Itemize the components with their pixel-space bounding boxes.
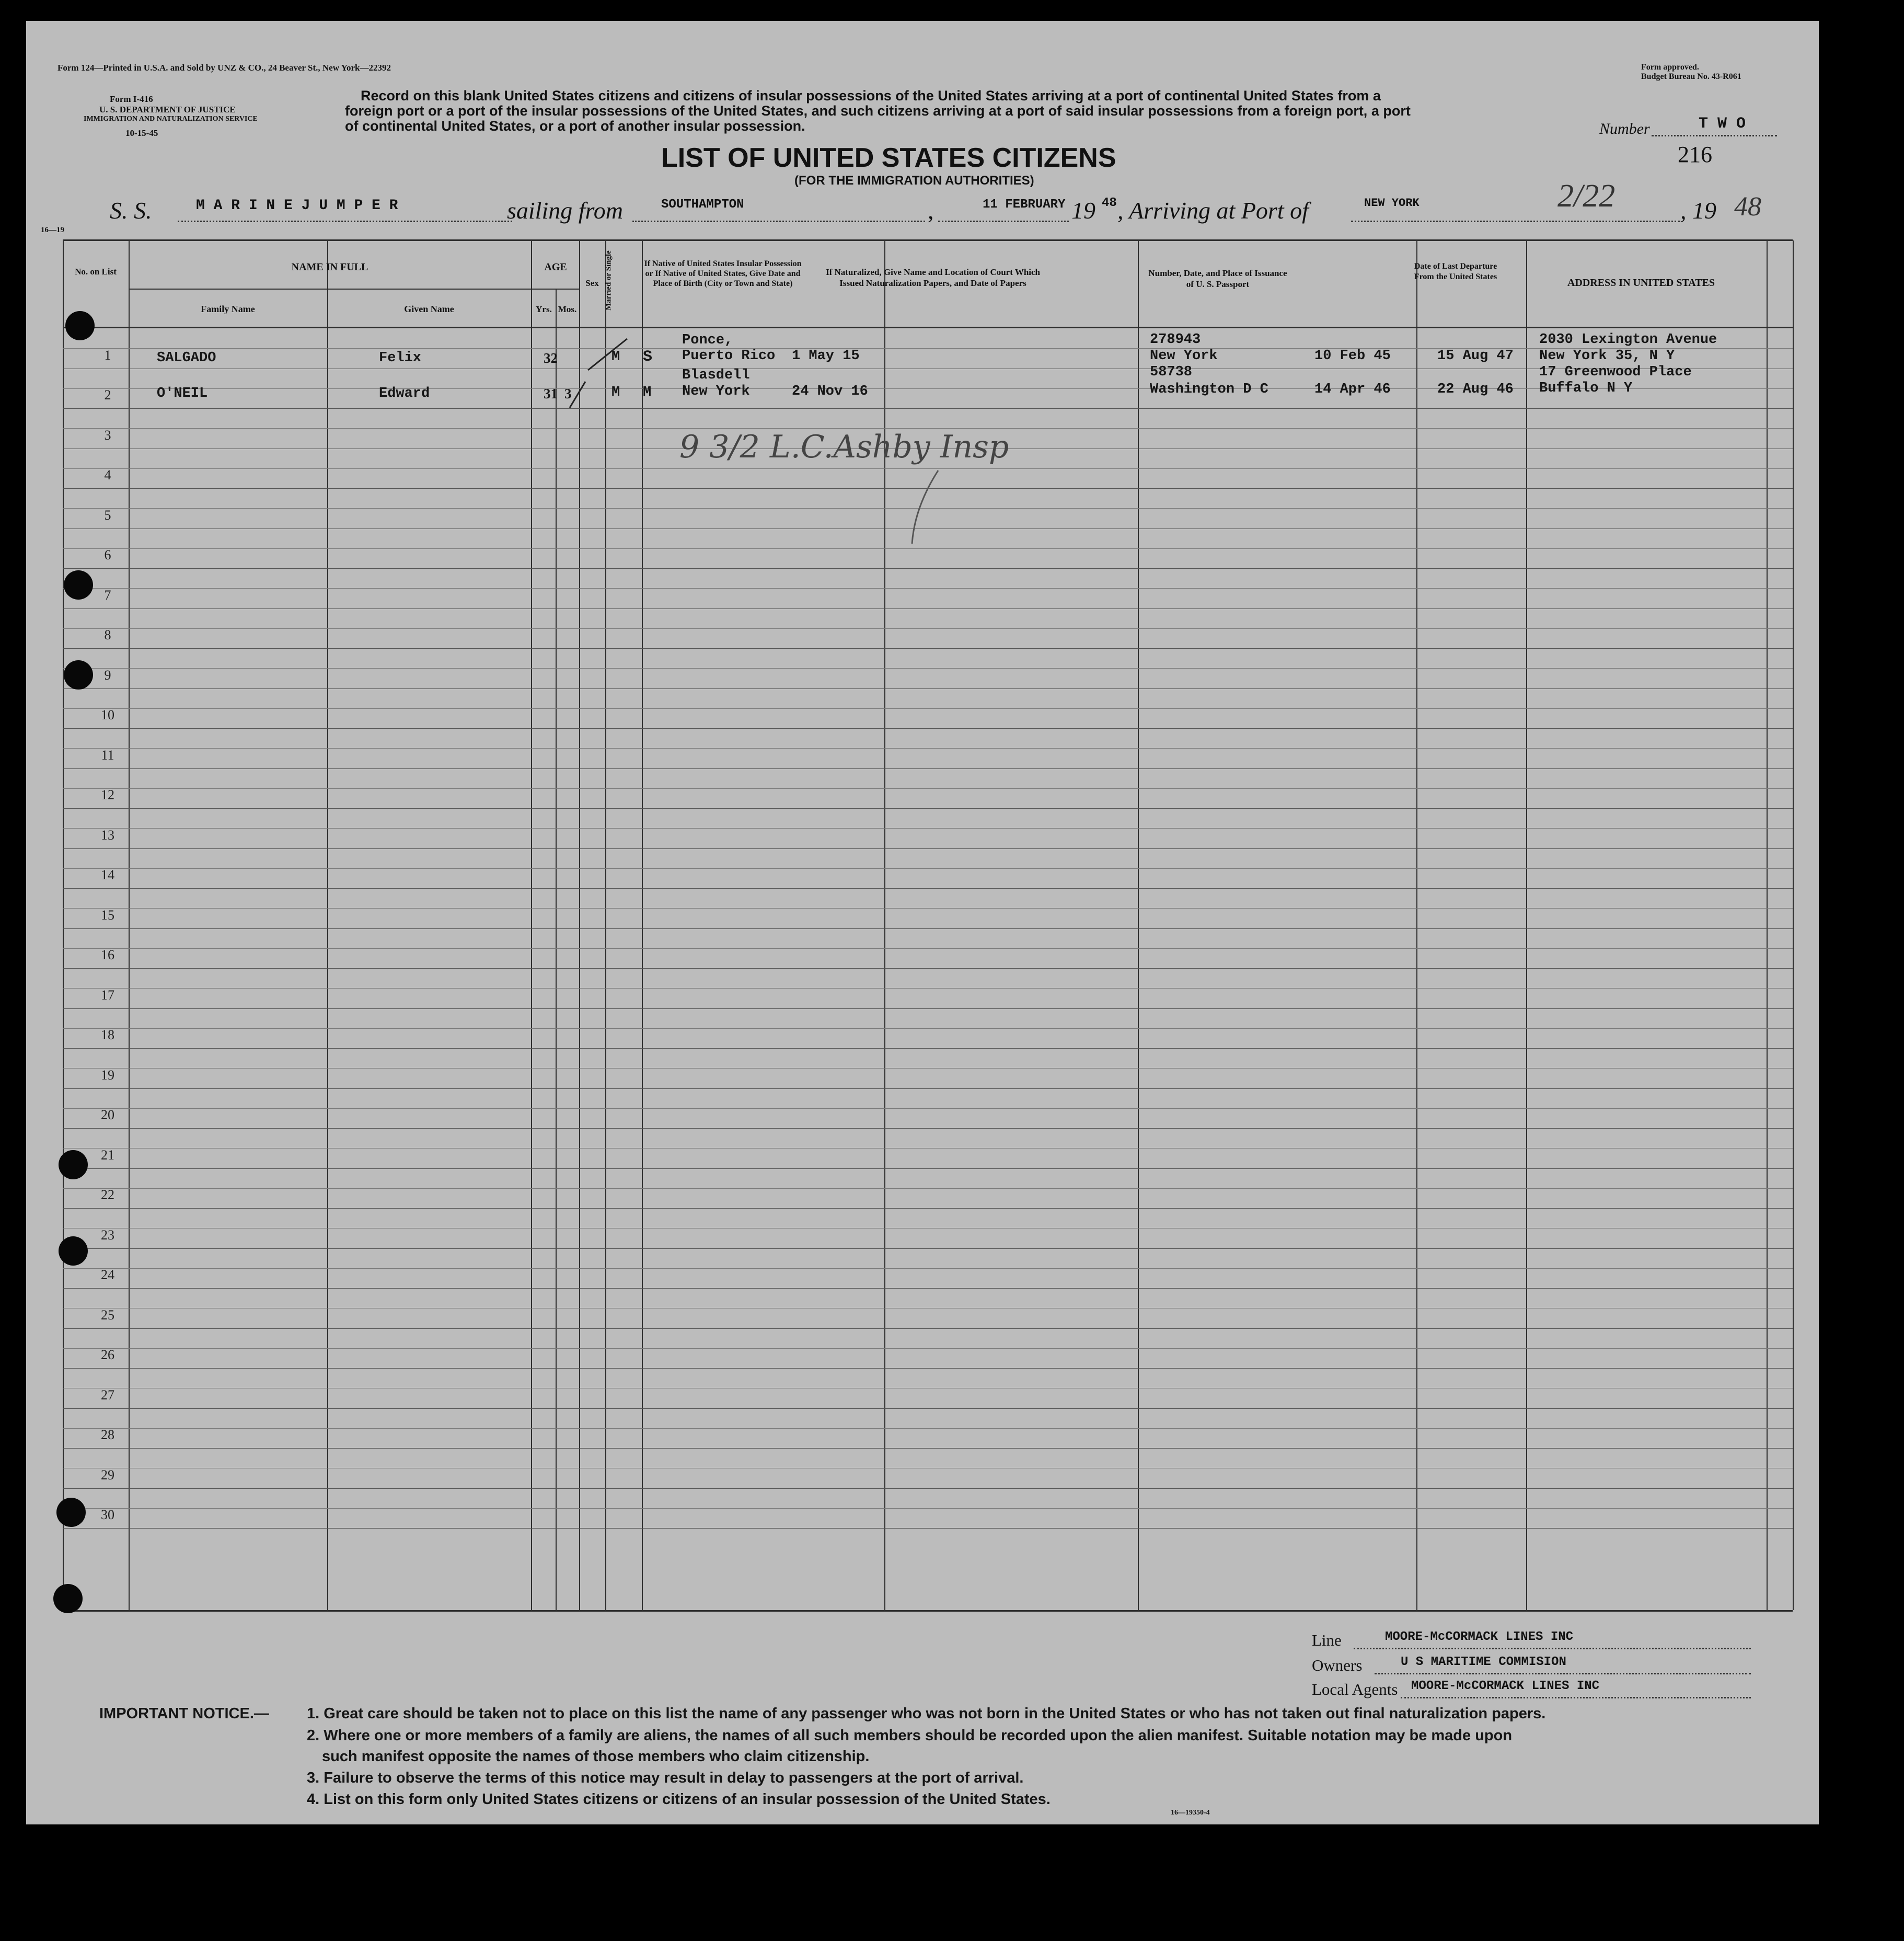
age-years: 32	[544, 350, 558, 366]
row-number: 10	[101, 707, 114, 722]
birth-date: 1 May 15	[792, 348, 860, 364]
row-number: 11	[101, 748, 114, 763]
arrival-port: NEW YORK	[1364, 197, 1420, 210]
row-number: 2	[104, 387, 111, 403]
row-number: 4	[104, 467, 111, 483]
binder-hole	[64, 660, 93, 690]
separator: ,	[928, 197, 934, 224]
sex: M	[611, 349, 620, 365]
passport-date: 14 Apr 46	[1314, 382, 1391, 397]
instruction-line-3: of continental United States, or a port of another insular possession.	[345, 118, 805, 134]
col-header-native: If Native of United States Insular Possession or If Native of United States, Give Date and Place of Birth (City or Town and State)	[644, 259, 802, 288]
row-number: 26	[101, 1347, 114, 1362]
row-number: 21	[101, 1147, 114, 1163]
col-header-married: Married or Single	[604, 250, 613, 311]
address-line-1: 2030 Lexington Avenue	[1539, 332, 1717, 348]
year-prefix: 19	[1071, 197, 1095, 224]
binder-hole	[59, 1150, 88, 1179]
address-line-2: New York 35, N Y	[1539, 348, 1675, 364]
passport-place: New York	[1150, 348, 1218, 364]
col-header-name: NAME IN FULL	[291, 261, 368, 273]
col-header-sex: Sex	[585, 278, 599, 288]
row-number: 24	[101, 1267, 114, 1282]
passport-date: 10 Feb 45	[1314, 348, 1391, 364]
instruction-line-2: foreign port or a port of the insular possessions of the United States, and such citizens arriving at a port of said insular possessions from a foreign port, a port	[345, 103, 1411, 119]
row-number: 27	[101, 1387, 114, 1403]
col-header-yrs: Yrs.	[536, 304, 552, 314]
last-departure: 22 Aug 46	[1437, 382, 1514, 397]
row-number: 15	[101, 908, 114, 923]
printer-line: Form 124—Printed in U.S.A. and Sold by UNZ & CO., 24 Beaver St., New York—22392	[57, 63, 391, 73]
row-number: 5	[104, 508, 111, 523]
col-header-given: Given Name	[404, 304, 454, 314]
form-date: 10-15-45	[125, 128, 158, 138]
col-header-mos: Mos.	[558, 304, 577, 314]
arrival-year-prefix: , 19	[1680, 197, 1716, 224]
col-header-address: ADDRESS IN UNITED STATES	[1567, 277, 1715, 289]
row-number: 6	[104, 547, 111, 562]
inspector-signature: 9 3/2 L.C.Ashby Insp	[679, 429, 1009, 465]
page-number: 216	[1678, 142, 1712, 167]
passport-place: Washington D C	[1150, 382, 1268, 397]
birth-place-line-2: New York	[682, 384, 750, 399]
approval-line-2: Budget Bureau No. 43-R061	[1641, 72, 1741, 81]
service: IMMIGRATION AND NATURALIZATION SERVICE	[84, 115, 258, 123]
sailing-label: sailing from	[507, 197, 623, 224]
row-number: 18	[101, 1027, 114, 1042]
agents-value: MOORE-McCORMACK LINES INC	[1411, 1679, 1600, 1693]
birth-date: 24 Nov 16	[792, 384, 868, 399]
notice-item-3: 3. Failure to observe the terms of this notice may result in delay to passengers at the port of arrival.	[307, 1770, 1024, 1786]
row-number: 28	[101, 1427, 114, 1442]
row-number: 16	[101, 947, 114, 962]
row-number: 25	[101, 1307, 114, 1323]
number-label: Number	[1599, 120, 1650, 137]
number-value: T W O	[1699, 115, 1746, 133]
passport-number: 58738	[1150, 364, 1193, 380]
department: U. S. DEPARTMENT OF JUSTICE	[99, 105, 236, 114]
age-months: 3	[564, 386, 572, 401]
notice-item-2-cont: such manifest opposite the names of those members who claim citizenship.	[322, 1748, 870, 1765]
row-number: 7	[104, 588, 111, 603]
passport-number: 278943	[1150, 332, 1201, 348]
given-name: Edward	[379, 386, 430, 401]
row-number: 17	[101, 987, 114, 1003]
binder-hole	[56, 1498, 86, 1527]
col-header-age: AGE	[544, 261, 567, 273]
col-header-family: Family Name	[201, 304, 255, 314]
notice-label: IMPORTANT NOTICE.—	[99, 1705, 269, 1722]
row-number: 19	[101, 1067, 114, 1083]
marital-status: M	[643, 385, 652, 400]
family-name: O'NEIL	[157, 386, 208, 401]
owners-label: Owners	[1312, 1656, 1363, 1674]
address-line-2: Buffalo N Y	[1539, 381, 1633, 396]
row-number: 1	[104, 348, 111, 363]
row-number: 20	[101, 1107, 114, 1122]
binder-hole	[59, 1236, 88, 1266]
approval-line-1: Form approved.	[1641, 63, 1699, 72]
row-number: 22	[101, 1187, 114, 1202]
col-header-no: No. on List	[75, 267, 117, 277]
row-number: 8	[104, 627, 111, 642]
sail-year: 48	[1102, 196, 1117, 210]
birth-place-line-1: Blasdell	[682, 367, 750, 383]
from-port: SOUTHAMPTON	[661, 198, 744, 212]
agents-rule	[1401, 1697, 1751, 1698]
margin-code: 16—19	[41, 226, 64, 234]
notice-item-4: 4. List on this form only United States citizens or citizens of an insular possession of the United States.	[307, 1791, 1051, 1808]
row-number: 12	[101, 787, 114, 802]
arrival-date-handwritten: 2/22	[1557, 178, 1615, 214]
arriving-label: , Arriving at Port of	[1117, 197, 1309, 224]
row-number: 13	[101, 828, 114, 843]
sex: M	[611, 385, 620, 400]
col-header-passport: Number, Date, and Place of Issuance of U. S. Passport	[1148, 268, 1287, 289]
row-number: 30	[101, 1507, 114, 1522]
row-number: 23	[101, 1227, 114, 1243]
col-header-departure: Date of Last Departure From the United States	[1414, 262, 1497, 281]
notice-item-2: 2. Where one or more members of a family are aliens, the names of all such members should be recorded upon the alien manifest. Suitable notation may be made upon	[307, 1727, 1513, 1744]
address-line-1: 17 Greenwood Place	[1539, 364, 1692, 380]
notice-item-1: 1. Great care should be taken not to place on this list the name of any passenger who was not born in the United States or who has not taken out final naturalization papers.	[307, 1705, 1546, 1722]
row-number: 9	[104, 668, 111, 683]
row-number: 3	[104, 428, 111, 443]
birth-place-line-2: Puerto Rico	[682, 348, 776, 364]
line-rule	[1354, 1648, 1751, 1649]
last-departure: 15 Aug 47	[1437, 348, 1514, 364]
agents-label: Local Agents	[1312, 1680, 1398, 1698]
sail-date: 11 FEBRUARY	[983, 198, 1066, 212]
arrival-year-handwritten: 48	[1734, 192, 1761, 222]
instruction-line-1: Record on this blank United States citizens and citizens of insular possessions of the United States arriving at a port of continental United States from a	[361, 88, 1381, 104]
age-years: 31	[544, 386, 558, 401]
row-number: 29	[101, 1467, 114, 1483]
ship-name: M A R I N E J U M P E R	[196, 198, 398, 214]
owners-value: U S MARITIME COMMISION	[1401, 1655, 1566, 1669]
col-header-naturalized: If Naturalized, Give Name and Location of Court Which Issued Naturalization Papers, and Date of Papers	[825, 267, 1041, 288]
row-number: 14	[101, 867, 114, 882]
binder-hole	[65, 311, 95, 340]
manifest-page	[26, 21, 1819, 1824]
page-title: LIST OF UNITED STATES CITIZENS	[661, 143, 1116, 173]
line-value: MOORE-McCORMACK LINES INC	[1385, 1630, 1574, 1644]
form-code: 16—19350-4	[1171, 1809, 1210, 1817]
family-name: SALGADO	[157, 350, 216, 366]
owners-rule	[1375, 1673, 1751, 1674]
page-subtitle: (FOR THE IMMIGRATION AUTHORITIES)	[794, 174, 1034, 188]
birth-place-line-1: Ponce,	[682, 332, 733, 348]
line-label: Line	[1312, 1631, 1342, 1649]
form-number: Form I-416	[110, 94, 153, 104]
given-name: Felix	[379, 350, 422, 366]
marital-status: S	[643, 348, 653, 366]
ss-label: S. S.	[110, 197, 152, 224]
binder-hole	[64, 570, 93, 600]
binder-hole	[53, 1584, 83, 1613]
pen-marks	[26, 21, 1819, 1824]
